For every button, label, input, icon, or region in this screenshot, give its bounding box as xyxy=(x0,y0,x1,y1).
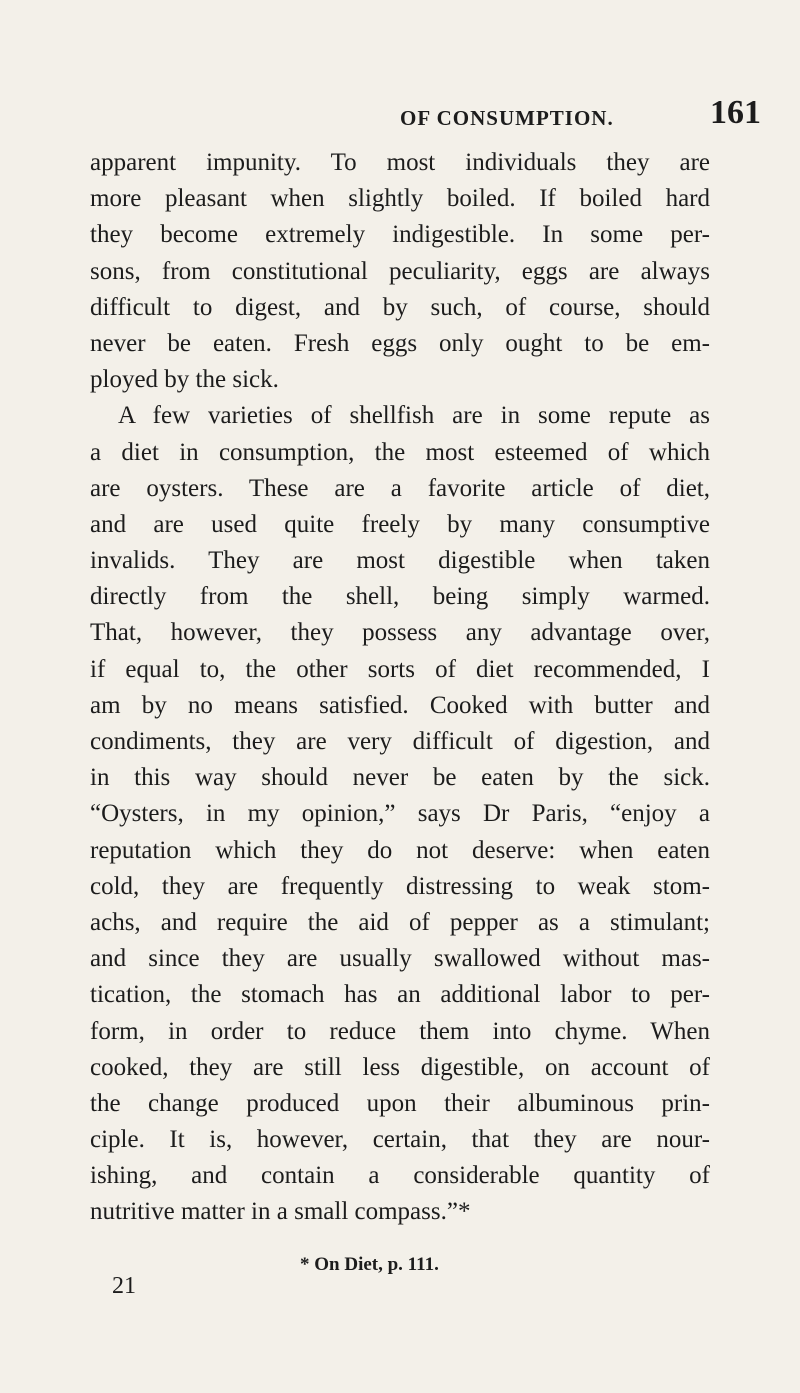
text-line: “Oysters, in my opinion,” says Dr Paris, “enjoy a xyxy=(90,800,710,828)
text-line: achs, and require the aid of pepper as a stimulant; xyxy=(90,908,710,936)
text-line: cold, they are frequently distressing to weak stom- xyxy=(90,872,710,900)
footnote: * On Diet, p. 111. xyxy=(300,1254,439,1275)
text-line: sons, from constitutional peculiarity, eggs are always xyxy=(90,257,710,285)
text-line: are oysters. These are a favorite article of diet, xyxy=(90,474,710,502)
text-line: a diet in consumption, the most esteemed of which xyxy=(90,438,710,466)
text-line: invalids. They are most digestible when taken xyxy=(90,547,710,575)
text-line: they become extremely indigestible. In some per- xyxy=(90,221,710,249)
text-line: if equal to, the other sorts of diet recommended, I xyxy=(90,655,710,683)
text-line: A few varieties of shellfish are in some repute as xyxy=(118,402,710,430)
running-head xyxy=(0,80,800,130)
text-line: difficult to digest, and by such, of course, should xyxy=(90,293,710,321)
text-line: ployed by the sick. xyxy=(90,366,279,394)
text-line: and are used quite freely by many consumptive xyxy=(90,510,710,538)
text-line: tication, the stomach has an additional labor to per- xyxy=(90,981,710,1009)
text-line: ciple. It is, however, certain, that they are nour- xyxy=(90,1126,710,1154)
running-title: OF CONSUMPTION. xyxy=(400,106,614,130)
text-line: in this way should never be eaten by the sick. xyxy=(90,764,710,792)
text-line: and since they are usually swallowed without mas- xyxy=(90,945,710,973)
text-line: condiments, they are very difficult of digestion, and xyxy=(90,728,710,755)
text-line: cooked, they are still less digestible, on account of xyxy=(90,1053,710,1081)
text-line: apparent impunity. To most individuals they are xyxy=(90,149,710,176)
text-line: ishing, and contain a considerable quantity of xyxy=(90,1162,710,1190)
page-number: 161 xyxy=(710,94,761,131)
text-line: directly from the shell, being simply warmed. xyxy=(90,583,710,611)
signature-mark: 21 xyxy=(112,1273,136,1299)
text-line: am by no means satisfied. Cooked with butter and xyxy=(90,691,710,719)
text-line: form, in order to reduce them into chyme. When xyxy=(90,1017,710,1045)
text-line: never be eaten. Fresh eggs only ought to be em- xyxy=(90,329,710,357)
text-line: more pleasant when slightly boiled. If boiled hard xyxy=(90,185,710,213)
text-line: That, however, they possess any advantage over, xyxy=(90,619,710,647)
body-text xyxy=(90,145,710,1231)
text-line: the change produced upon their albuminous prin- xyxy=(90,1089,710,1117)
text-line: reputation which they do not deserve: when eaten xyxy=(90,836,710,864)
text-line: nutritive matter in a small compass.”* xyxy=(90,1198,471,1226)
